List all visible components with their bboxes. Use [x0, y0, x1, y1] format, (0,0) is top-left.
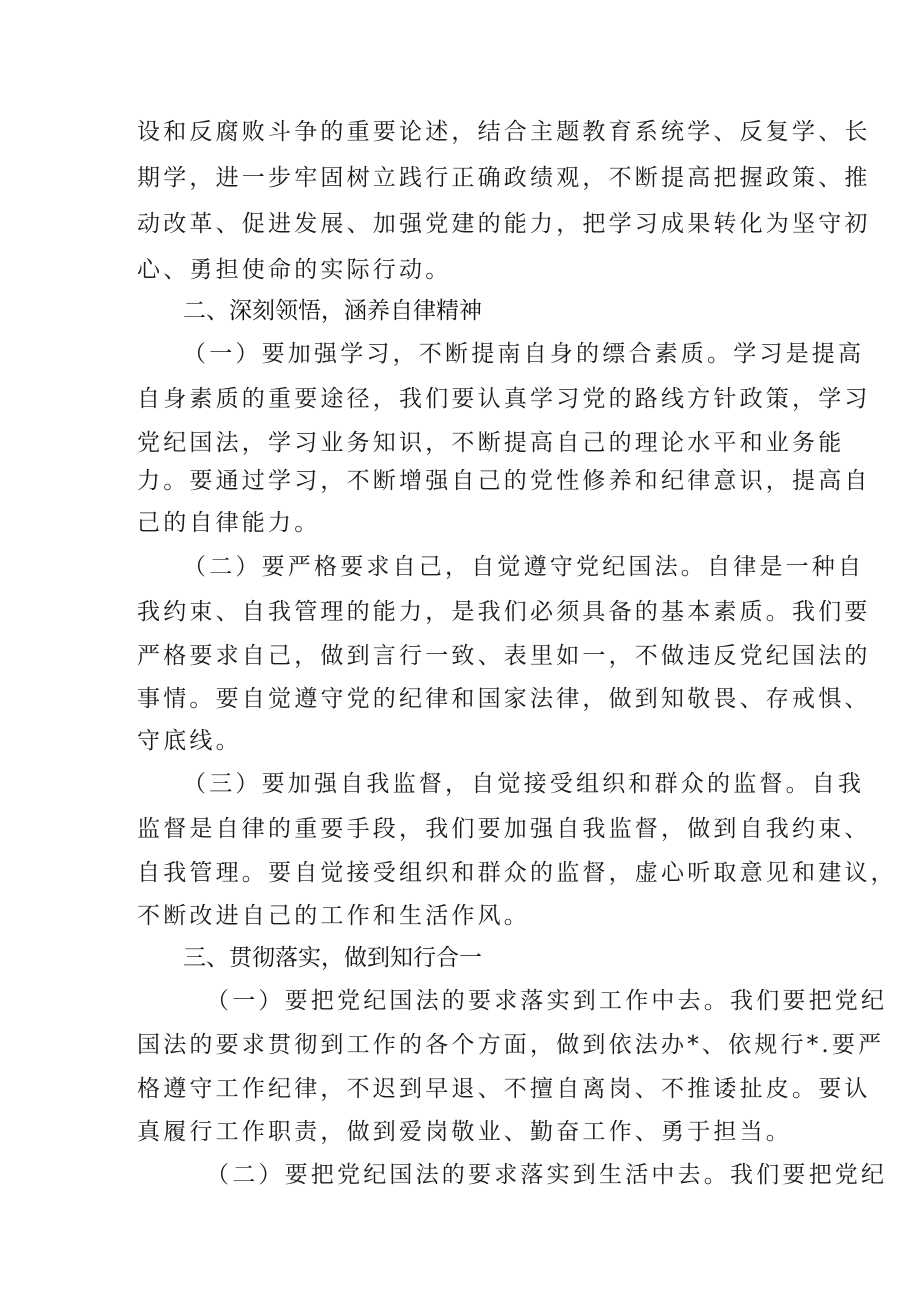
paragraph-line: 党纪国法，学习业务知识，不断提高自己的理论水平和业务能: [137, 430, 845, 456]
paragraph-line: 心、勇担使命的实际行动。: [137, 257, 452, 283]
paragraph-line: 自我管理。要自觉接受组织和群众的监督，虚心听取意见和建议，: [137, 860, 897, 886]
paragraph-line: 我约束、自我管理的能力，是我们必须具备的基本素质。我们要: [137, 599, 871, 625]
section-heading: 三、贯彻落实，做到知行合一: [183, 945, 482, 971]
paragraph-line: 事情。要自觉遵守党的纪律和国家法律，做到知敬畏、存戒惧、: [137, 686, 871, 712]
paragraph-line: 国法的要求贯彻到工作的各个方面，做到依法办*、依规行*.要严: [137, 1032, 885, 1058]
paragraph-line: （一）要把党纪国法的要求落实到工作中去。我们要把党纪: [206, 988, 888, 1014]
paragraph-line: 格遵守工作纪律，不迟到早退、不擅自离岗、不推诿扯皮。要认: [137, 1076, 871, 1102]
paragraph-line: 自身素质的重要途径，我们要认真学习党的路线方针政策，学习: [137, 386, 871, 412]
paragraph-line: 力。要通过学习，不断增强自己的党性修养和纪律意识，提高自: [137, 468, 871, 494]
paragraph-line: （二）要严格要求自己，自觉遵守党纪国法。自律是一种自: [183, 554, 865, 580]
paragraph-line: （三）要加强自我监督，自觉接受组织和群众的监督。自我: [183, 771, 865, 797]
paragraph-line: 不断改进自己的工作和生活作风。: [137, 903, 530, 929]
paragraph-line: 真履行工作职责，做到爱岗敬业、勤奋工作、勇于担当。: [137, 1119, 792, 1145]
paragraph-line: 守底线。: [137, 728, 242, 754]
paragraph-line: 期学，进一步牢固树立践行正确政绩观，不断提高把握政策、推: [137, 165, 871, 191]
paragraph-line: 严格要求自己，做到言行一致、表里如一，不做违反党纪国法的: [137, 643, 871, 669]
paragraph-line: 动改革、促进发展、加强党建的能力，把学习成果转化为坚守初: [137, 211, 871, 237]
paragraph-line: 设和反腐败斗争的重要论述，结合主题教育系统学、反复学、长: [137, 119, 871, 145]
paragraph-line: 监督是自律的重要手段，我们要加强自我监督，做到自我约束、: [137, 816, 871, 842]
paragraph-line: 己的自律能力。: [137, 510, 321, 536]
paragraph-line: （一）要加强学习，不断提南自身的缥合素质。学习是提高: [183, 341, 865, 367]
section-heading: 二、深刻领悟，涵养自律精神: [183, 298, 482, 324]
paragraph-line: （二）要把党纪国法的要求落实到生活中去。我们要把党纪: [206, 1162, 888, 1188]
